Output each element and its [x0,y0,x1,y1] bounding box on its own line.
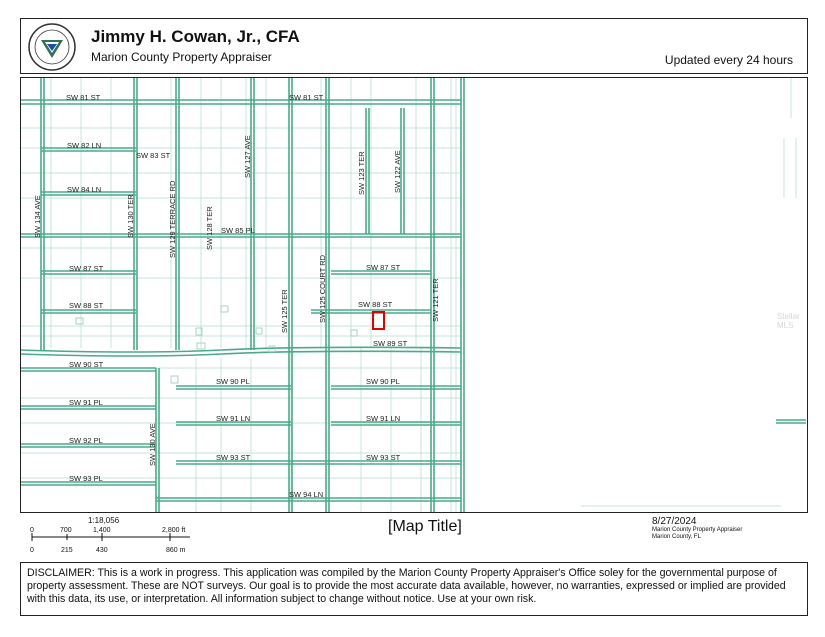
update-note: Updated every 24 hours [664,53,793,67]
appraiser-seal-logo [27,22,77,72]
scale-ft-label: 2,800 ft [162,527,186,534]
street-label: SW 85 PL [221,226,255,235]
mls-watermark: Stellar MLS [777,312,800,330]
street-label: SW 123 TER [357,151,366,195]
street-label: SW 93 PL [69,474,103,483]
street-label: SW 87 ST [69,264,104,273]
street-label: SW 92 PL [69,436,103,445]
scale-m-label: 860 m [166,547,186,554]
scale-bar [20,516,210,561]
street-label: SW 91 PL [69,398,103,407]
print-date: 8/27/2024 [652,516,697,527]
scale-ratio: 1:18,056 [88,516,120,525]
street-label: SW 134 AVE [33,195,42,238]
street-label: SW 129 TERRACE RD [168,180,177,258]
street-label: SW 88 ST [358,300,393,309]
street-label: SW 91 LN [216,414,251,423]
scale-m-label: 430 [96,547,108,554]
street-label: SW 91 LN [366,414,401,423]
street-label: SW 130 AVE [148,423,157,466]
print-date-block [652,516,802,541]
appraiser-name: Jimmy H. Cowan, Jr., CFA [91,27,300,46]
street-label: SW 122 AVE [393,150,402,193]
street-label: SW 130 TER [126,194,135,238]
street-label: SW 121 TER [431,278,440,322]
street-label: SW 90 PL [366,377,400,386]
map-canvas[interactable] [21,78,808,513]
date-location-line: Marion County, FL [652,534,701,540]
street-label: SW 89 ST [373,339,408,348]
street-label: SW 90 PL [216,377,250,386]
street-label: SW 127 AVE [243,135,252,178]
street-label: SW 81 ST [289,93,324,102]
street-label: SW 128 TER [205,206,214,250]
map-title: [Map Title] [388,518,462,535]
street-label: SW 83 ST [136,151,171,160]
street-label: SW 82 LN [67,141,102,150]
scale-m-label: 215 [61,547,73,554]
street-label: SW 93 ST [216,453,251,462]
scale-ft-label: 700 [60,527,72,534]
parcel-map[interactable] [20,77,808,513]
street-label: SW 84 LN [67,185,102,194]
office-name: Marion County Property Appraiser [91,50,272,64]
street-label: SW 87 ST [366,263,401,272]
street-label: SW 93 ST [366,453,401,462]
subject-parcel-highlight[interactable] [373,312,384,329]
disclaimer-text: DISCLAIMER: This is a work in progress. This application was compiled by the Marion County Property Appraiser's Office soley for the governmental purpose of property assessment. These are NOT surveys. Our goal is to provide the most accurate data available, however, no warranties, expressed or implied are provided with this data, its use, or interpretation. All information subject to change without notice. Use at your own risk. [20,562,808,616]
street-label: SW 125 COURT RD [318,254,327,323]
street-label: SW 88 ST [69,301,104,310]
scale-ft-label: 1,400 [93,527,111,534]
scale-ft-label: 0 [30,527,34,534]
date-credit-line: Marion County Property Appraiser [652,527,743,533]
street-label: SW 125 TER [280,289,289,333]
scale-m-label: 0 [30,547,34,554]
street-label: SW 81 ST [66,93,101,102]
header-bar [20,18,808,74]
street-label: SW 94 LN [289,490,324,499]
street-label: SW 90 ST [69,360,104,369]
